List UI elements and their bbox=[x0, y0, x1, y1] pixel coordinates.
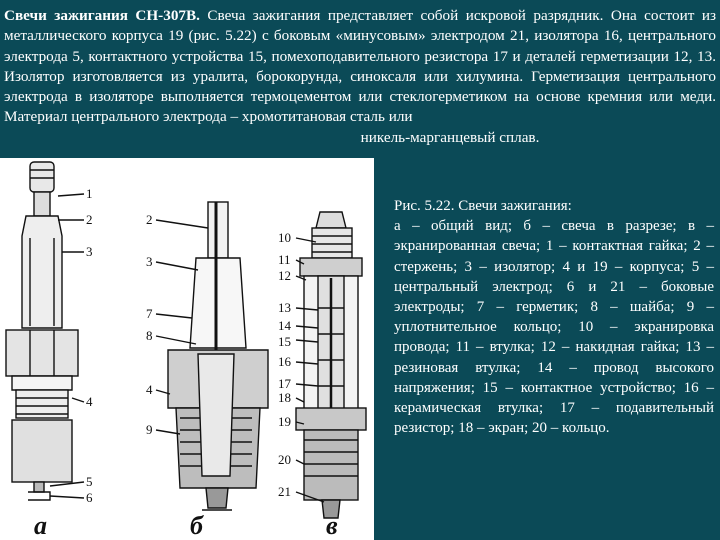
label-c-14: 14 bbox=[278, 318, 291, 333]
plug-c-labels bbox=[278, 230, 292, 499]
label-a-4: 4 bbox=[86, 394, 93, 409]
label-c-19: 19 bbox=[278, 414, 291, 429]
label-b-9: 9 bbox=[146, 422, 153, 437]
plug-a-labels bbox=[86, 186, 93, 505]
label-a-5: 5 bbox=[86, 474, 93, 489]
spark-plug-figure bbox=[0, 158, 374, 540]
label-b-3: 3 bbox=[146, 254, 153, 269]
label-b-7: 7 bbox=[146, 306, 153, 321]
paragraph-end: никель-марганцевый сплав. bbox=[360, 128, 540, 146]
label-c-18: 18 bbox=[278, 390, 291, 405]
figure-caption bbox=[394, 196, 714, 438]
main-paragraph bbox=[4, 6, 716, 148]
label-a-2: 2 bbox=[86, 212, 93, 227]
plug-b-labels bbox=[146, 212, 153, 437]
label-c-10: 10 bbox=[278, 230, 291, 245]
view-label-a: а bbox=[34, 511, 47, 540]
view-label-b: б bbox=[190, 511, 203, 540]
label-c-12: 12 bbox=[278, 268, 291, 283]
plug-b-drawing bbox=[156, 202, 268, 510]
plug-c-drawing bbox=[296, 212, 366, 518]
label-a-1: 1 bbox=[86, 186, 93, 201]
caption-text: а – общий вид; б – свеча в разрезе; в – экранированная свеча; 1 – контактная гайка; 2 – стержень; 3 – изолятор; 4 и 19 – корпуса; 5 – центральный электрод; 6 и 21 – боковые электроды; 7 – герметик; 8 – шайба; 9 – уплотнительное кольцо; 10 – экранировка провода; 11 – втулка; 12 – накидная гайка; 13 – резиновая втулка; 14 – провод высокого напряжения; 15 – контактное устройство; 16 – керамическая втулка; 17 – подавительный резистор; 18 – экран; 20 – кольцо. bbox=[394, 218, 714, 437]
label-b-4: 4 bbox=[146, 382, 153, 397]
label-a-6: 6 bbox=[86, 490, 93, 505]
label-c-15: 15 bbox=[278, 334, 291, 349]
caption-title: Рис. 5.22. Свечи зажигания: bbox=[394, 198, 572, 214]
plug-a-drawing bbox=[6, 162, 84, 500]
label-c-21: 21 bbox=[278, 484, 291, 499]
label-a-3: 3 bbox=[86, 244, 93, 259]
label-b-8: 8 bbox=[146, 328, 153, 343]
spark-plug-drawing bbox=[0, 158, 374, 540]
paragraph-heading: Свечи зажигания СН-307В. bbox=[4, 7, 200, 24]
view-label-c: в bbox=[326, 511, 338, 540]
label-c-17: 17 bbox=[278, 376, 291, 391]
label-b-2: 2 bbox=[146, 212, 153, 227]
label-c-16: 16 bbox=[278, 354, 291, 369]
label-c-13: 13 bbox=[278, 300, 291, 315]
label-c-11: 11 bbox=[278, 252, 291, 267]
label-c-20: 20 bbox=[278, 452, 291, 467]
paragraph-body: Свеча зажигания представляет собой искровой разрядник. Она состоит из металлического корпуса 19 (рис. 5.22) с боковым «минусовым» электродом 21, изолятора 16, центрального электрода 5, контактного устройства 15, помехоподавительного резистора 17 и деталей герметизации 12, 13. Изолятор изготовляется из уралита, борокорунда, синоксаля или хилумина. Герметизация центрального электрода в изоляторе выполняется термоцементом или стеклогерметиком на основе кремния или меди. Материал центрального электрода – хромотитановая сталь или bbox=[4, 7, 716, 126]
